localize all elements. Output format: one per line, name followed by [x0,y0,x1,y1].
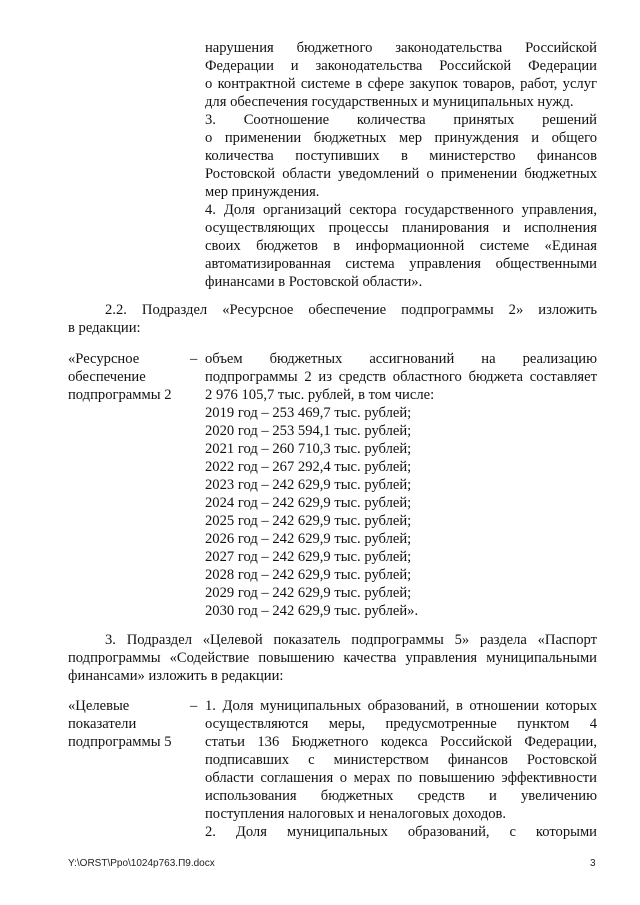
table-text-line: 2 976 105,7 тыс. рублей, в том числе: [205,387,435,403]
year-line: 2022 год – 267 292,4 тыс. рублей; [205,459,412,475]
year-line: 2027 год – 242 629,9 тыс. рублей; [205,549,412,565]
text-line: 3. Соотношение количества принятых решений [205,112,597,128]
year-line: 2028 год – 242 629,9 тыс. рублей; [205,567,412,583]
table-label: показатели [68,716,137,732]
text-line: о контрактной системе в сфере закупок товаров, работ, услуг [205,76,597,92]
page-number: 3 [590,858,596,869]
table-label: подпрограммы 5 [68,734,172,750]
table-label: «Ресурсное [68,351,140,367]
text-line: Федерации и законодательства Российской Федерации [205,58,597,74]
year-line: 2024 год – 242 629,9 тыс. рублей; [205,495,412,511]
table-text-line: использования бюджетных средств и увеличению [205,788,597,804]
year-line: 2025 год – 242 629,9 тыс. рублей; [205,513,412,529]
text-line: финансами в Ростовской области». [205,274,423,290]
table-text-line: подписавших с министерством финансов Ростовской [205,752,597,768]
footer-file-path: Y:\ORST\Ppo\1024p763.П9.docx [68,858,215,869]
table-text-line: статьи 136 Бюджетного кодекса Российской Федерации, [205,734,597,750]
text-line: автоматизированная система управления общественными [205,256,597,272]
table-text-line: поступления налоговых и неналоговых доходов. [205,806,507,822]
text-line: 4. Доля организаций сектора государственного управления, [205,202,597,218]
year-line: 2021 год – 260 710,3 тыс. рублей; [205,441,412,457]
table-label: обеспечение [68,369,146,385]
paragraph-line: 2.2. Подраздел «Ресурсное обеспечение подпрограммы 2» изложить [105,302,597,318]
table-text-line: 1. Доля муниципальных образований, в отношении которых [205,698,597,714]
table-label: «Целевые [68,698,130,714]
table-text-line: объем бюджетных ассигнований на реализацию [205,351,597,367]
text-line: осуществляющих процессы планирования и исполнения [205,220,597,236]
year-line: 2026 год – 242 629,9 тыс. рублей; [205,531,412,547]
text-line: для обеспечения государственных и муниципальных нужд. [205,94,574,110]
text-line: своих бюджетов в информационной системе «Единая [205,238,597,254]
table-text-line: 2. Доля муниципальных образований, с которыми [205,824,597,840]
paragraph-line: финансами» изложить в редакции: [68,668,284,684]
paragraph-line: подпрограммы «Содействие повышению качества управления муниципальными [68,650,597,666]
year-line: 2023 год – 242 629,9 тыс. рублей; [205,477,412,493]
paragraph-line: 3. Подраздел «Целевой показатель подпрограммы 5» раздела «Паспорт [105,632,597,648]
table-label: подпрограммы 2 [68,387,172,403]
year-line: 2019 год – 253 469,7 тыс. рублей; [205,405,412,421]
year-line: 2020 год – 253 594,1 тыс. рублей; [205,423,412,439]
text-line: количества поступивших в министерство финансов [205,148,597,164]
text-line: о применении бюджетных мер принуждения и общего [205,130,597,146]
table-dash: – [190,351,198,367]
table-text-line: подпрограммы 2 из средств областного бюджета составляет [205,369,597,385]
table-dash: – [190,698,198,714]
table-text-line: осуществляются меры, предусмотренные пунктом 4 [205,716,597,732]
text-line: Ростовской области уведомлений о применении бюджетных [205,166,597,182]
text-line: нарушения бюджетного законодательства Российской [205,40,597,56]
paragraph-line: в редакции: [68,320,141,336]
year-line: 2029 год – 242 629,9 тыс. рублей; [205,585,412,601]
table-text-line: области соглашения о мерах по повышению эффективности [205,770,597,786]
text-line: мер принуждения. [205,184,320,200]
year-line: 2030 год – 242 629,9 тыс. рублей». [205,603,419,619]
